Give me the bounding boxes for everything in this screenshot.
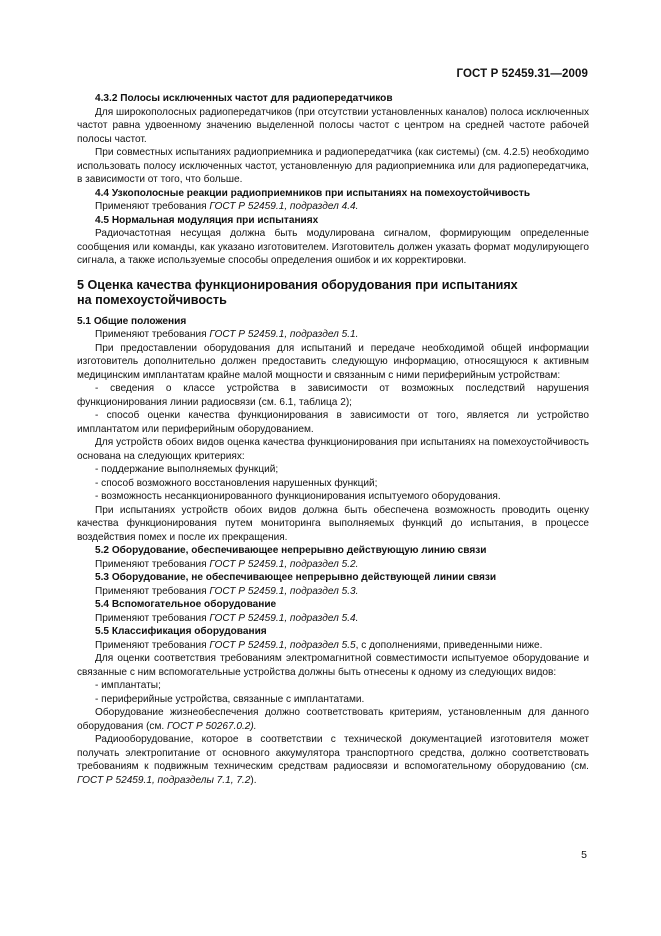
list-item: - периферийные устройства, связанные с имплантатами. (95, 693, 365, 705)
paragraph (77, 733, 589, 787)
paragraph: Для широкополосных радиопередатчиков (при отсутствии установленных каналов) полоса исключенных частот равна удвоенному значению выделенной полосы частот с центром на средней частоте рабочей полосы частот. (77, 106, 589, 145)
paragraph: При испытаниях устройств обоих видов должна быть обеспечена возможность проводить оценку качества функционирования путем мониторинга выполняемых функций до испытания, в процессе воздействия помех и после их прекращения. (77, 504, 589, 543)
text: Радиооборудование, которое в соответствии с технической документацией изготовителя может получать электропитание от основного аккумулятора транспортного средства, должно соответствовать требованиям к подвижным техническим средствам радиосвязи и вспомогательному оборудованию (см. (77, 734, 589, 772)
section-5-heading (77, 278, 589, 308)
standard-reference: ГОСТ Р 52459.1, подраздел 4.4. (209, 201, 359, 212)
list-item: - способ оценки качества функционирования в зависимости от того, является ли устройство имплантатом или периферийным оборудованием. (77, 410, 589, 435)
text: Применяют требования (95, 201, 210, 212)
text: Применяют требования (95, 329, 210, 340)
standard-reference: ГОСТ Р 50267.0.2). (167, 720, 257, 732)
text: ). (250, 774, 257, 786)
standard-reference: ГОСТ Р 52459.1, подраздел 5.5 (209, 639, 356, 651)
text: Оборудование жизнеобеспечения должно соответствовать критериям, установленным для данного оборудования (см. (77, 707, 589, 732)
standard-reference: ГОСТ Р 52459.1, подраздел 5.4. (209, 612, 359, 624)
paragraph (77, 585, 589, 599)
list-item: - поддержание выполняемых функций; (95, 464, 279, 475)
text: Применяют требования (95, 585, 210, 597)
list-item: - возможность несанкционированного функционирования испытуемого оборудования. (95, 491, 501, 502)
paragraph: При предоставлении оборудования для испытаний и передаче необходимой общей информации изготовитель дополнительно должен предоставить следующую информацию, относящуюся к активным медицинским имплантатам крайне малой мощности и связанным с ними периферийным устройствам: (77, 342, 589, 381)
document-header: ГОСТ Р 52459.31—2009 (456, 68, 588, 80)
standard-reference: ГОСТ Р 52459.1, подраздел 5.1. (209, 329, 359, 340)
paragraph (77, 639, 589, 653)
paragraph: Радиочастотная несущая должна быть модулирована сигналом, формирующим определенные сообщения или команды, как указано изготовителем. Изготовитель должен указать формат модулирующего сигнала, а также используемые способы определения ошибок и их корректировки. (77, 228, 589, 266)
page-number: 5 (581, 849, 587, 861)
section-5-4-heading: 5.4 Вспомогательное оборудование (95, 599, 277, 610)
section-5-heading-line1: 5 Оценка качества функционирования оборудования при испытаниях (77, 277, 518, 292)
text: , с дополнениями, приведенными ниже. (355, 639, 543, 651)
paragraph: Для оценки соответствия требованиям электромагнитной совместимости испытуемое оборудование и связанные с ним вспомогательные устройства должны быть отнесены к одному из следующих видов: (77, 653, 589, 678)
list-item: - способ возможного восстановления нарушенных функций; (95, 477, 378, 489)
paragraph (77, 706, 589, 733)
text: Применяют требования (95, 558, 210, 570)
list-item: - имплантаты; (95, 680, 161, 691)
text: Применяют требования (95, 639, 210, 651)
standard-reference: ГОСТ Р 52459.1, подразделы 7.1, 7.2 (77, 774, 251, 786)
section-5-heading-line2: на помехоустойчивость (77, 292, 227, 307)
text: Применяют требования (95, 612, 210, 624)
section-5-3-heading: 5.3 Оборудование, не обеспечивающее непрерывно действующей линии связи (95, 572, 497, 583)
section-4-3-2-heading: 4.3.2 Полосы исключенных частот для радиопередатчиков (95, 93, 393, 104)
paragraph (77, 328, 589, 342)
page-content (77, 92, 589, 787)
paragraph: При совместных испытаниях радиоприемника и радиопередатчика (как системы) (см. 4.2.5) необходимо использовать полосу исключенных частот, установленную для радиоприемника или для радиопередатчика, в зависимости от того, что больше. (77, 147, 589, 185)
standard-reference: ГОСТ Р 52459.1, подраздел 5.3. (209, 585, 359, 597)
section-4-5-heading: 4.5 Нормальная модуляция при испытаниях (95, 214, 319, 226)
standard-reference: ГОСТ Р 52459.1, подраздел 5.2. (209, 558, 359, 570)
list-item: - сведения о классе устройства в зависимости от возможных последствий нарушения функционирования линии радиосвязи (см. 6.1, таблица 2); (77, 383, 589, 408)
section-4-4-heading: 4.4 Узкополосные реакции радиоприемников при испытаниях на помехоустойчивость (95, 187, 531, 199)
paragraph (77, 200, 589, 214)
section-5-5-heading: 5.5 Классификация оборудования (95, 626, 267, 637)
paragraph (77, 612, 589, 626)
section-5-1-heading: 5.1 Общие положения (77, 315, 187, 327)
paragraph: Для устройств обоих видов оценка качества функционирования при испытаниях на помехоустойчивость основана на следующих критериях: (77, 437, 589, 462)
paragraph (77, 558, 589, 572)
section-5-2-heading: 5.2 Оборудование, обеспечивающее непрерывно действующую линию связи (95, 545, 487, 556)
